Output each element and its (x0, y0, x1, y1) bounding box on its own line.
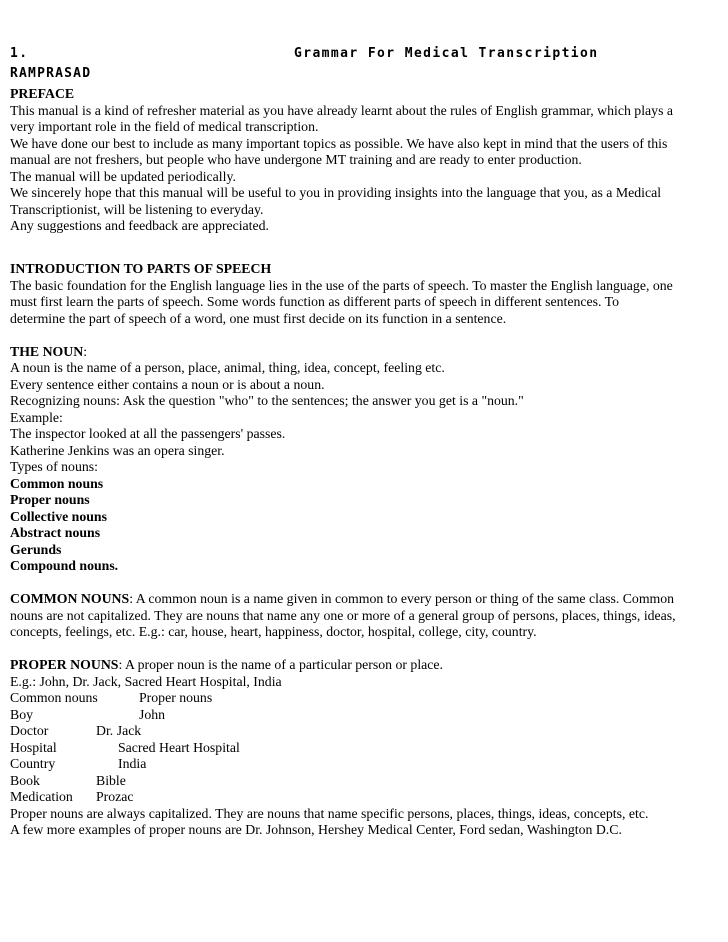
preface-line: Any suggestions and feedback are appreciated. (10, 218, 269, 233)
proper-noun-cell: Proper nouns (139, 690, 213, 705)
noun-type: Common nouns (10, 475, 104, 491)
intro-line: determine the part of speech of a word, one must first decide on its function in a sentence. (10, 310, 507, 326)
noun-line: Types of nouns: (10, 459, 98, 474)
noun-heading: THE NOUN (10, 343, 84, 359)
preface-line: The manual will be updated periodically. (10, 168, 236, 184)
common-nouns-heading: COMMON NOUNS (10, 591, 130, 606)
noun-line: The inspector looked at all the passengers' passes. (10, 426, 286, 441)
noun-line: Katherine Jenkins was an opera singer. (10, 442, 225, 458)
intro-line: must first learn the parts of speech. Some words function as different parts of speech in different sentences. To (10, 294, 619, 309)
noun-type: Gerunds (10, 541, 62, 557)
preface-heading: PREFACE (10, 86, 75, 101)
noun-table-row (10, 756, 722, 773)
noun-table-row (10, 707, 722, 724)
noun-line: Recognizing nouns: Ask the question "who" to the sentences; the answer you get is a "noun." (10, 393, 524, 408)
common-noun-cell: Boy (10, 706, 33, 722)
proper-noun-cell: Dr. Jack (96, 723, 142, 738)
proper-nouns-example: E.g.: John, Dr. Jack, Sacred Heart Hospital, India (10, 673, 282, 689)
common-nouns-text: : A common noun is a name given in common to every person or thing of the same class. Common (129, 591, 675, 606)
document-body (10, 86, 722, 839)
intro-line: The basic foundation for the English language lies in the use of the parts of speech. To master the English language, one (10, 277, 673, 293)
noun-type: Compound nouns. (10, 558, 119, 573)
common-nouns-line: concepts, feelings, etc. E.g.: car, house, heart, happiness, doctor, hospital, college, city, country. (10, 624, 537, 639)
document-title: Grammar For Medical Transcription (294, 46, 599, 61)
proper-noun-cell: Prozac (96, 789, 134, 804)
preface-line: This manual is a kind of refresher material as you have already learnt about the rules of English grammar, which plays a (10, 102, 674, 118)
noun-heading-row (10, 344, 722, 361)
common-noun-cell: Book (10, 772, 40, 788)
preface-line: very important role in the field of medical transcription. (10, 119, 319, 134)
noun-table-row (10, 773, 722, 790)
common-noun-cell: Medication (10, 789, 73, 804)
noun-table-row (10, 723, 722, 740)
author-name: RAMPRASAD (10, 66, 92, 81)
noun-table-row (10, 690, 722, 707)
noun-line: A noun is the name of a person, place, animal, thing, idea, concept, feeling etc. (10, 360, 445, 375)
proper-noun-cell: Sacred Heart Hospital (118, 739, 240, 755)
noun-heading-colon: : (83, 343, 88, 359)
proper-noun-cell: India (118, 756, 147, 771)
noun-type: Collective nouns (10, 508, 107, 524)
proper-nouns-heading: PROPER NOUNS (10, 657, 119, 672)
proper-nouns-first-line (10, 657, 722, 674)
preface-line: We sincerely hope that this manual will be useful to you in providing insights into the language that you, as a Medical (10, 185, 662, 200)
proper-nouns-line: A few more examples of proper nouns are Dr. Johnson, Hershey Medical Center, Ford sedan, Washington D.C. (10, 822, 622, 837)
preface-line: We have done our best to include as many important topics as possible. We have also kept in mind that the users of this (10, 135, 668, 151)
proper-noun-cell: John (139, 706, 166, 722)
noun-table-row (10, 740, 722, 757)
page-number: 1. (10, 46, 29, 61)
proper-nouns-text: : A proper noun is the name of a particular person or place. (118, 657, 443, 672)
preface-line: Transcriptionist, will be listening to everyday. (10, 201, 264, 217)
common-noun-cell: Doctor (10, 723, 49, 738)
common-noun-cell: Country (10, 756, 56, 771)
noun-type: Proper nouns (10, 492, 90, 507)
common-nouns-line: nouns are not capitalized. They are nouns that name any one or more of a general group of persons, places, things, ideas, (10, 607, 676, 623)
noun-line: Every sentence either contains a noun or is about a noun. (10, 376, 325, 392)
preface-line: manual are not freshers, but people who have undergone MT training and are ready to enter production. (10, 152, 582, 167)
proper-nouns-line: Proper nouns are always capitalized. They are nouns that name specific persons, places, things, ideas, concepts, etc. (10, 805, 649, 821)
intro-heading: INTRODUCTION TO PARTS OF SPEECH (10, 261, 272, 276)
common-nouns-first-line (10, 591, 722, 608)
common-noun-cell: Common nouns (10, 690, 98, 705)
noun-table-row (10, 789, 722, 806)
noun-type: Abstract nouns (10, 525, 101, 540)
proper-noun-cell: Bible (96, 772, 126, 788)
common-noun-cell: Hospital (10, 739, 57, 755)
noun-line: Example: (10, 409, 63, 425)
